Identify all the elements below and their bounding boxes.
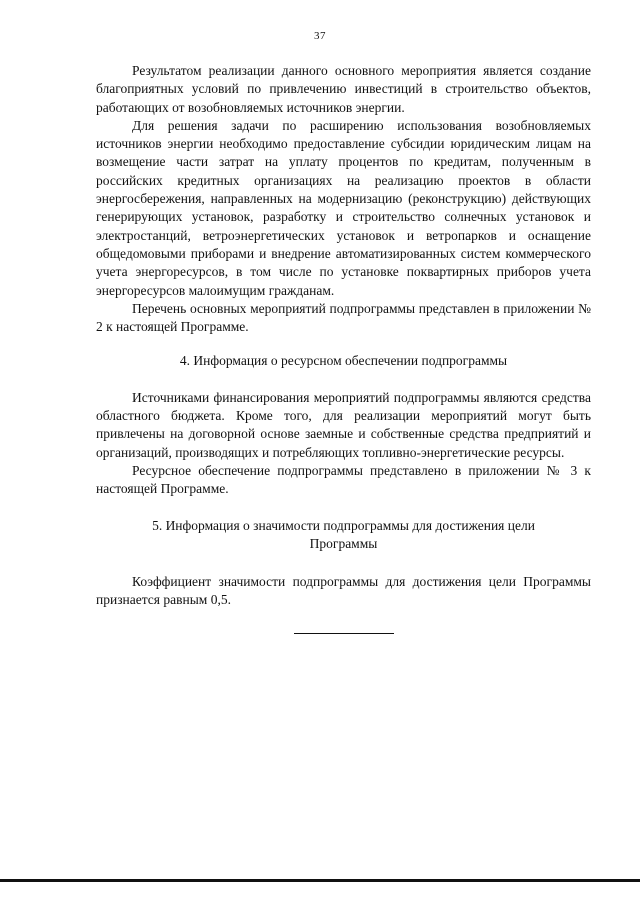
paragraph-result: Результатом реализации данного основного мероприятия является создание благоприятных условий по привлечению инвестиций в строительство объектов, работающих от возобновляемых источников энергии. [96,63,591,115]
section-5-heading-line-2: Программы [309,535,378,551]
section-4-heading: 4. Информация о ресурсном обеспечении подпрограммы [179,353,508,369]
paragraph-subsidy: Для решения задачи по расширению использования возобновляемых источников энергии необходимо предоставление субсидии юридическим лицам на возмещение части затрат на уплату процентов по кредитам, полученным в российских кредитных организациях на реализацию проектов в области энергосбережения, направленных на модернизацию (реконструкцию) действующих генерирующих установок, разработку и строительство солнечных установок и электростанций, ветроэнергетических установок и ветропарков и оснащение общедомовыми приборами и внедрение автоматизированных систем коммерческого учета энергоресурсов, в том числе по установке поквартирных приборов учета энергоресурсов малоимущим гражданам. [96,117,591,298]
document-body [96,62,591,610]
paragraph-resource-provision: Ресурсное обеспечение подпрограммы представлено в приложении № 3 к настоящей Программе. [96,462,591,497]
paragraph-significance-coefficient: Коэффициент значимости подпрограммы для достижения цели Программы признается равным 0,5. [96,574,591,608]
paragraph-activities-list: Перечень основных мероприятий подпрограммы представлен в приложении № 2 к настоящей Программе. [96,300,591,335]
end-separator-line [294,633,394,634]
paragraph-financing-sources: Источниками финансирования мероприятий подпрограммы являются средства областного бюджета. Кроме того, для реализации мероприятий могут быть привлечены на договорной основе заемные и собственные средства предприятий и организаций, производящих и потребляющих топливно-энергетические ресурсы. [96,389,591,460]
footer-rule [0,879,640,882]
page-number: 37 [314,30,326,42]
section-5-heading-line-1: 5. Информация о значимости подпрограммы для достижения цели [152,517,535,533]
section-5-heading [96,517,591,554]
